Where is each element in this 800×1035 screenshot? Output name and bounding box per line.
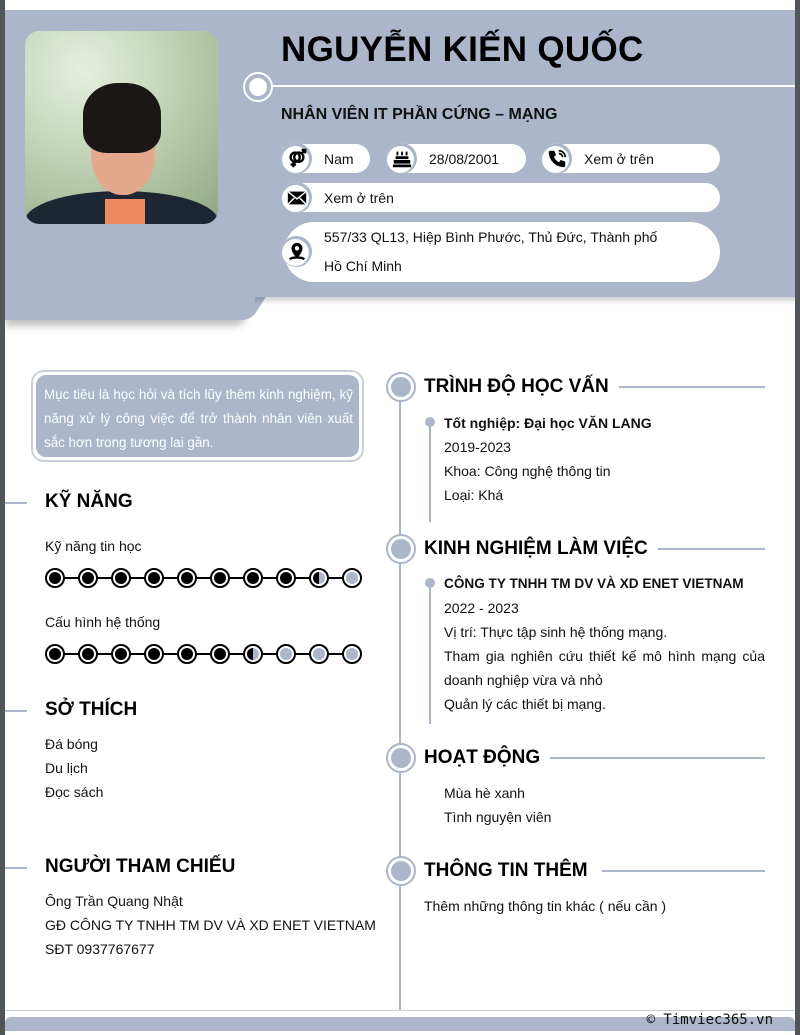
experience-duty: Quản lý các thiết bị mạng. — [444, 696, 606, 712]
rating-dot-half — [309, 568, 329, 588]
reference-line: Ông Trần Quang Nhật — [45, 893, 183, 909]
rating-dot-full — [78, 568, 98, 588]
candidate-name: NGUYỄN KIẾN QUỐC — [281, 30, 644, 69]
hobbies-title: SỞ THÍCH — [45, 699, 138, 720]
references-marker — [5, 867, 27, 869]
rating-dot-full — [177, 568, 197, 588]
rating-dot-empty — [276, 644, 296, 664]
experience-ring-icon — [386, 534, 416, 564]
address-line2: Hồ Chí Minh — [324, 258, 402, 274]
additional-title: THÔNG TIN THÊM — [424, 860, 598, 882]
header-shadow — [255, 297, 795, 305]
additional-text: Thêm những thông tin khác ( nếu cần ) — [424, 898, 667, 914]
rating-dot-full — [210, 568, 230, 588]
hobby-item: Đá bóng — [45, 736, 98, 752]
gender-icon — [281, 143, 312, 174]
title-divider — [261, 85, 795, 87]
education-grade: Loại: Khá — [444, 487, 504, 503]
rating-dot-half — [243, 644, 263, 664]
rating-dot-full — [144, 644, 164, 664]
education-school: Tốt nghiệp: Đại học VĂN LANG — [444, 415, 652, 431]
address-pill — [284, 222, 720, 282]
rating-dot-full — [45, 568, 65, 588]
skills-title: KỸ NĂNG — [45, 491, 133, 512]
cv-page — [5, 0, 795, 1035]
education-subline — [429, 422, 431, 522]
rating-dot-full — [243, 568, 263, 588]
title-ring-icon — [243, 72, 273, 102]
objective-text: Mục tiêu là học hỏi và tích lũy thêm kinh nghiệm, kỹ năng xử lý công việc để trở thành nhân viên xuất sắc hơn trong tương lai gần. — [36, 375, 359, 457]
skills-marker — [5, 502, 27, 504]
profile-photo — [25, 31, 218, 224]
activities-ring-icon — [386, 743, 416, 773]
activity-item: Tình nguyện viên — [444, 809, 552, 825]
activity-item: Mùa hè xanh — [444, 785, 525, 801]
rating-dot-empty — [309, 644, 329, 664]
rating-dot-full — [177, 644, 197, 664]
hobby-item: Đọc sách — [45, 784, 104, 800]
header-tab — [5, 290, 245, 320]
rating-dot-full — [144, 568, 164, 588]
activities-rule — [548, 757, 765, 759]
rating-dot-full — [210, 644, 230, 664]
experience-duty: Tham gia nghiên cứu thiết kế mô hình mạng của doanh nghiệp vừa và nhỏ — [444, 648, 765, 688]
phone-icon — [541, 143, 572, 174]
skill-rating-bar — [45, 643, 361, 665]
education-title: TRÌNH ĐỘ HỌC VẤN — [424, 376, 619, 398]
experience-position: Vị trí: Thực tập sinh hệ thống mạng. — [444, 624, 668, 640]
phone-value: Xem ở trên — [584, 150, 654, 167]
footer-credit: © Timviec365.vn — [646, 1012, 773, 1028]
gender-pill — [284, 144, 370, 173]
timeline-line — [399, 400, 401, 1010]
location-pin-icon — [281, 236, 312, 267]
hobbies-marker — [5, 710, 27, 712]
experience-company: CÔNG TY TNHH TM DV VÀ XD ENET VIETNAM — [444, 576, 744, 591]
email-value: Xem ở trên — [324, 189, 394, 206]
activities-title: HOẠT ĐỘNG — [424, 747, 550, 769]
rating-dot-full — [111, 644, 131, 664]
job-title: NHÂN VIÊN IT PHẦN CỨNG – MẠNG — [281, 106, 558, 123]
rating-dot-full — [111, 568, 131, 588]
experience-rule — [655, 548, 765, 550]
hobby-item: Du lịch — [45, 760, 88, 776]
skill-rating-bar — [45, 567, 361, 589]
photo-shirt — [105, 199, 145, 224]
additional-rule — [602, 870, 765, 872]
education-bullet-icon — [425, 417, 435, 427]
footer-separator — [5, 1010, 795, 1011]
rating-dot-full — [45, 644, 65, 664]
rating-dot-empty — [342, 644, 362, 664]
phone-pill — [544, 144, 720, 173]
reference-line: GĐ CÔNG TY TNHH TM DV VÀ XD ENET VIETNAM — [45, 917, 376, 933]
rating-dot-full — [276, 568, 296, 588]
email-pill — [284, 183, 720, 212]
rating-dot-full — [78, 644, 98, 664]
address-line1: 557/33 QL13, Hiệp Bình Phước, Thủ Đức, Thành phố — [324, 229, 658, 245]
birthday-pill — [389, 144, 526, 173]
envelope-icon — [281, 182, 312, 213]
experience-bullet-icon — [425, 578, 435, 588]
education-period: 2019-2023 — [444, 439, 511, 455]
rating-dot-empty — [342, 568, 362, 588]
references-title: NGƯỜI THAM CHIẾU — [45, 856, 236, 877]
reference-line: SĐT 0937767677 — [45, 941, 155, 957]
photo-hair — [83, 83, 161, 153]
skill-label: Cấu hình hệ thống — [45, 614, 161, 630]
experience-subline — [429, 584, 431, 724]
birthday-value: 28/08/2001 — [429, 150, 500, 167]
experience-period: 2022 - 2023 — [444, 600, 519, 616]
experience-title: KINH NGHIỆM LÀM VIỆC — [424, 538, 658, 560]
gender-value: Nam — [324, 150, 354, 167]
skill-label: Kỹ năng tin học — [45, 538, 142, 554]
objective-box — [31, 370, 364, 462]
additional-ring-icon — [386, 856, 416, 886]
education-ring-icon — [386, 372, 416, 402]
education-faculty: Khoa: Công nghệ thông tin — [444, 463, 611, 479]
birthday-cake-icon — [386, 143, 417, 174]
